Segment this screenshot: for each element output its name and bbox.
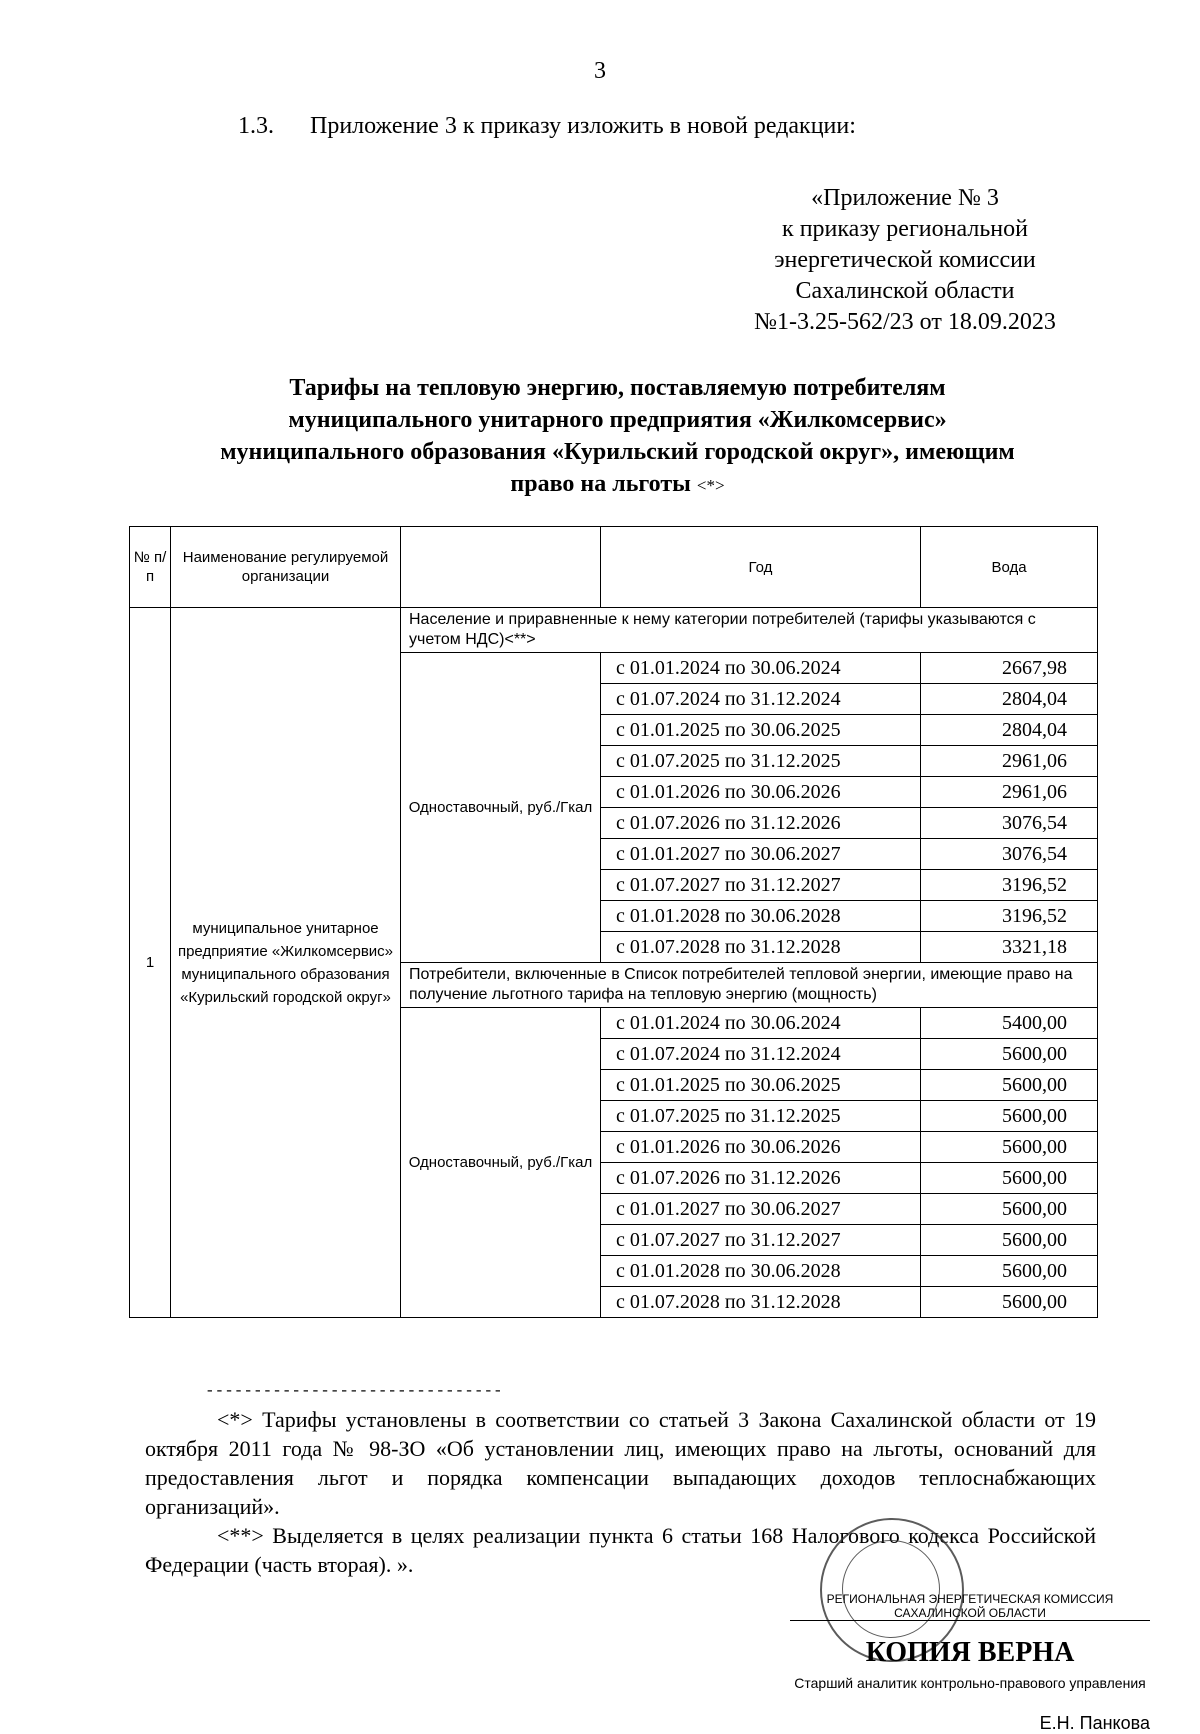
tariff-value-cell: 2961,06 (921, 777, 1098, 808)
title-line-last (130, 468, 1105, 502)
tariff-value-cell: 3196,52 (921, 901, 1098, 932)
title-line: муниципального образования «Курильский городской округ», имеющим (220, 439, 1015, 465)
tariff-value-cell: 2804,04 (921, 715, 1098, 746)
appendix-line: Сахалинской области (795, 278, 1015, 304)
appendix-line: №1-3.25-562/23 от 18.09.2023 (754, 309, 1056, 335)
period-cell: с 01.07.2028 по 31.12.2028 (601, 932, 921, 963)
appendix-header (735, 183, 1075, 338)
tariff-value-cell: 5600,00 (921, 1039, 1098, 1070)
title-line: Тарифы на тепловую энергию, поставляемую потребителям (289, 375, 946, 401)
page-number: 3 (594, 58, 606, 84)
period-cell: с 01.07.2026 по 31.12.2026 (601, 1163, 921, 1194)
period-cell: с 01.01.2025 по 30.06.2025 (601, 715, 921, 746)
header-kind (401, 527, 601, 608)
certification-block (790, 1592, 1150, 1734)
document-title (130, 372, 1105, 502)
tariff-value-cell: 5600,00 (921, 1287, 1098, 1318)
clause-1-3 (238, 113, 856, 140)
period-cell: с 01.07.2028 по 31.12.2028 (601, 1287, 921, 1318)
period-cell: с 01.07.2026 по 31.12.2026 (601, 808, 921, 839)
category-row (130, 608, 1098, 653)
tariff-value-cell: 5600,00 (921, 1070, 1098, 1101)
title-line: муниципального унитарного предприятия «Жилкомсервис» (288, 407, 947, 433)
consumer-category: Потребители, включенные в Список потребителей тепловой энергии, имеющие право на получение льготного тарифа на тепловую энергию (мощность) (401, 963, 1098, 1008)
header-org: Наименование регулируемой организации (171, 527, 401, 608)
tariff-value-cell: 5600,00 (921, 1101, 1098, 1132)
tariff-value-cell: 5600,00 (921, 1256, 1098, 1287)
tariff-value-cell: 3076,54 (921, 808, 1098, 839)
title-line: право на льготы (510, 471, 691, 497)
row-number: 1 (130, 608, 171, 1318)
tariff-value-cell: 2804,04 (921, 684, 1098, 715)
period-cell: с 01.01.2028 по 30.06.2028 (601, 901, 921, 932)
tariff-value-cell: 3196,52 (921, 870, 1098, 901)
tariff-value-cell: 2667,98 (921, 653, 1098, 684)
period-cell: с 01.01.2024 по 30.06.2024 (601, 1008, 921, 1039)
period-cell: с 01.07.2024 по 31.12.2024 (601, 1039, 921, 1070)
appendix-line: энергетической комиссии (774, 247, 1036, 273)
tariff-value-cell: 5600,00 (921, 1132, 1098, 1163)
tariff-table (129, 526, 1098, 1318)
tariff-value-cell: 5600,00 (921, 1225, 1098, 1256)
title-footnote-marker: <*> (696, 476, 725, 495)
appendix-line: «Приложение № 3 (811, 185, 999, 211)
footnote: <**> Выделяется в целях реализации пункта 6 статьи 168 Налогового кодекса Российской Федерации (часть вторая). ». (145, 1523, 1096, 1577)
footnote-separator: ------------------------------- (205, 1382, 503, 1400)
period-cell: с 01.07.2027 по 31.12.2027 (601, 870, 921, 901)
tariff-value-cell: 5600,00 (921, 1194, 1098, 1225)
clause-number: 1.3. (238, 113, 274, 139)
header-period: Год (601, 527, 921, 608)
clause-text: Приложение 3 к приказу изложить в новой редакции: (310, 113, 856, 139)
certifier-name: Е.Н. Панкова (1039, 1713, 1150, 1733)
period-cell: с 01.01.2028 по 30.06.2028 (601, 1256, 921, 1287)
consumer-category: Население и приравненные к нему категории потребителей (тарифы указываются с учетом НДС)<**> (401, 608, 1098, 653)
certification-organization: РЕГИОНАЛЬНАЯ ЭНЕРГЕТИЧЕСКАЯ КОМИССИЯ САХАЛИНСКОЙ ОБЛАСТИ (790, 1592, 1150, 1621)
tariff-value-cell: 3321,18 (921, 932, 1098, 963)
tariff-value-cell: 5600,00 (921, 1163, 1098, 1194)
period-cell: с 01.01.2024 по 30.06.2024 (601, 653, 921, 684)
tariff-value-cell: 2961,06 (921, 746, 1098, 777)
certifier-position: Старший аналитик контрольно-правового управления (794, 1675, 1146, 1691)
tariff-kind: Одноставочный, руб./Гкал (401, 1008, 601, 1318)
header-value: Вода (921, 527, 1098, 608)
period-cell: с 01.01.2026 по 30.06.2026 (601, 777, 921, 808)
period-cell: с 01.07.2027 по 31.12.2027 (601, 1225, 921, 1256)
appendix-line: к приказу региональной (782, 216, 1028, 242)
footnote: <*> Тарифы установлены в соответствии со статьей 3 Закона Сахалинской области от 19 октября 2011 года № 98-ЗО «Об установлении лиц, имеющих право на льготы, оснований для предоставления льгот и порядка компенсации выпадающих доходов теплоснабжающих организаций». (145, 1407, 1096, 1519)
period-cell: с 01.01.2025 по 30.06.2025 (601, 1070, 921, 1101)
organization-name: муниципальное унитарное предприятие «Жилкомсервис» муниципального образования «Курильский городской округ» (171, 608, 401, 1318)
header-num: № п/п (130, 527, 171, 608)
period-cell: с 01.07.2025 по 31.12.2025 (601, 746, 921, 777)
period-cell: с 01.01.2027 по 30.06.2027 (601, 839, 921, 870)
tariff-value-cell: 5400,00 (921, 1008, 1098, 1039)
tariff-value-cell: 3076,54 (921, 839, 1098, 870)
period-cell: с 01.07.2024 по 31.12.2024 (601, 684, 921, 715)
period-cell: с 01.01.2027 по 30.06.2027 (601, 1194, 921, 1225)
period-cell: с 01.07.2025 по 31.12.2025 (601, 1101, 921, 1132)
copy-certified-label: КОПИЯ ВЕРНА (865, 1637, 1075, 1668)
table-header-row (130, 527, 1098, 608)
tariff-kind: Одноставочный, руб./Гкал (401, 653, 601, 963)
period-cell: с 01.01.2026 по 30.06.2026 (601, 1132, 921, 1163)
